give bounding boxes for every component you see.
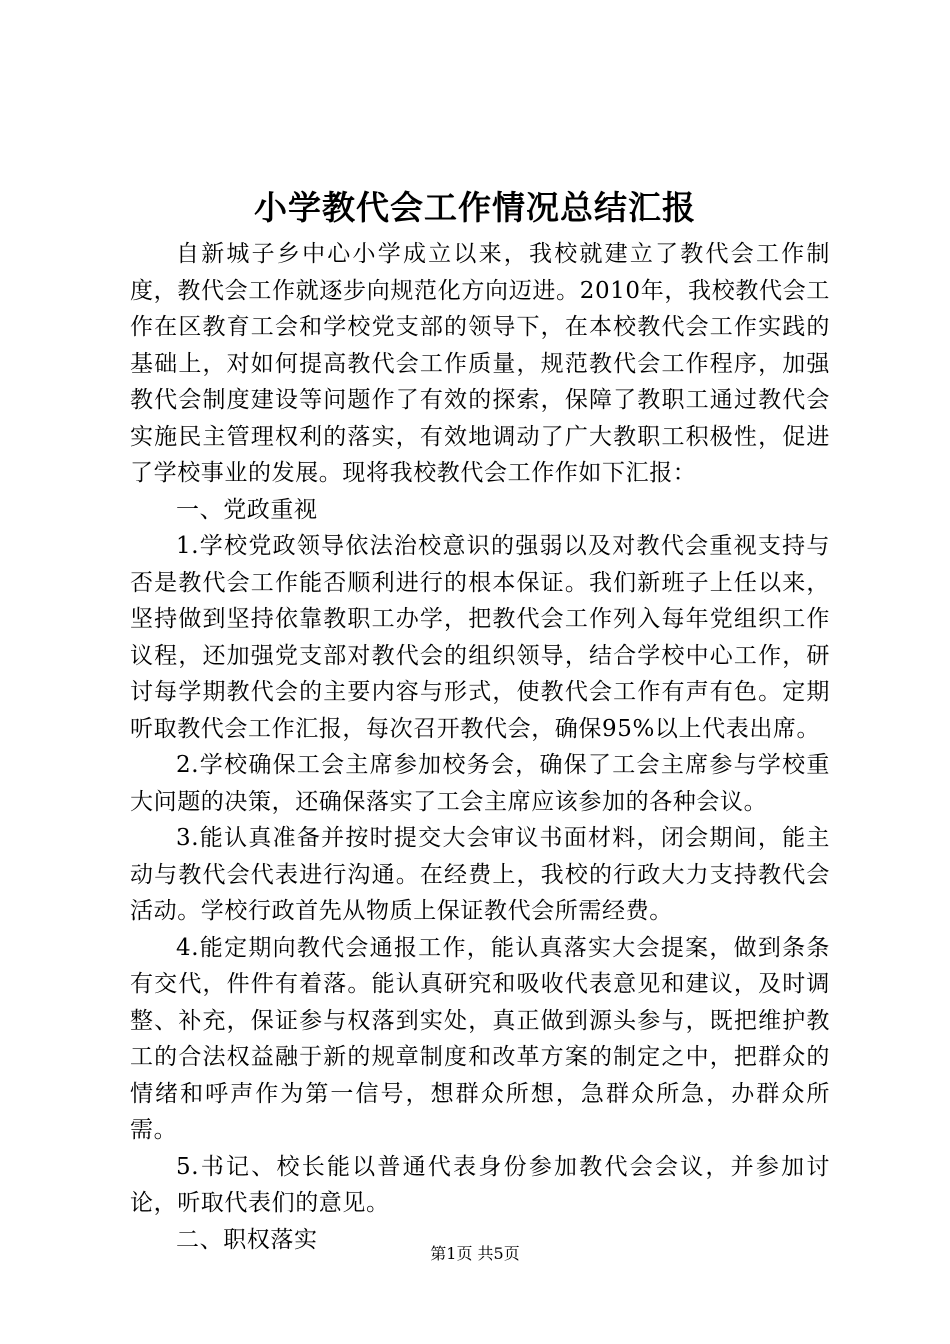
paragraph-item-2: 2.学校确保工会主席参加校务会，确保了工会主席参与学校重大问题的决策，还确保落实了工会主席应该参加的各种会议。 [130, 752, 830, 815]
page-footer: 第1页 共5页 [430, 1244, 520, 1263]
paragraph-item-1: 1.学校党政领导依法治校意识的强弱以及对教代会重视支持与否是教代会工作能否顺利进行的根本保证。我们新班子上任以来，坚持做到坚持依靠教职工办学，把教代会工作列入每年党组织工作议程，还加强党支部对教代会的组织领导，结合学校中心工作，研讨每学期教代会的主要内容与形式，使教代会工作有声有色。定期听取教代会工作汇报，每次召开教代会，确保95%以上代表出席。 [130, 533, 830, 742]
paragraph-intro: 自新城子乡中心小学成立以来，我校就建立了教代会工作制度，教代会工作就逐步向规范化方向迈进。2010年，我校教代会工作在区教育工会和学校党支部的领导下，在本校教代会工作实践的基础上，对如何提高教代会工作质量，规范教代会工作程序，加强教代会制度建设等问题作了有效的探索，保障了教职工通过教代会实施民主管理权利的落实，有效地调动了广大教职工积极性，促进了学校事业的发展。现将我校教代会工作作如下汇报： [130, 241, 830, 486]
document-title: 小学教代会工作情况总结汇报 [254, 188, 696, 227]
paragraph-item-3: 3.能认真准备并按时提交大会审议书面材料，闭会期间，能主动与教代会代表进行沟通。在经费上，我校的行政大力支持教代会活动。学校行政首先从物质上保证教代会所需经费。 [130, 825, 830, 924]
paragraph-item-4: 4.能定期向教代会通报工作，能认真落实大会提案，做到条条有交代，件件有着落。能认真研究和吸收代表意见和建议，及时调整、补充，保证参与权落到实处，真正做到源头参与，既把维护教工的合法权益融于新的规章制度和改革方案的制定之中，把群众的情绪和呼声作为第一信号，想群众所想，急群众所急，办群众所需。 [130, 934, 830, 1143]
paragraph-item-5: 5.书记、校长能以普通代表身份参加教代会会议，并参加讨论，听取代表们的意见。 [130, 1153, 830, 1216]
section-heading-2: 二、职权落实 [176, 1226, 318, 1253]
section-heading-1: 一、党政重视 [176, 496, 318, 523]
document-body [130, 236, 830, 1258]
